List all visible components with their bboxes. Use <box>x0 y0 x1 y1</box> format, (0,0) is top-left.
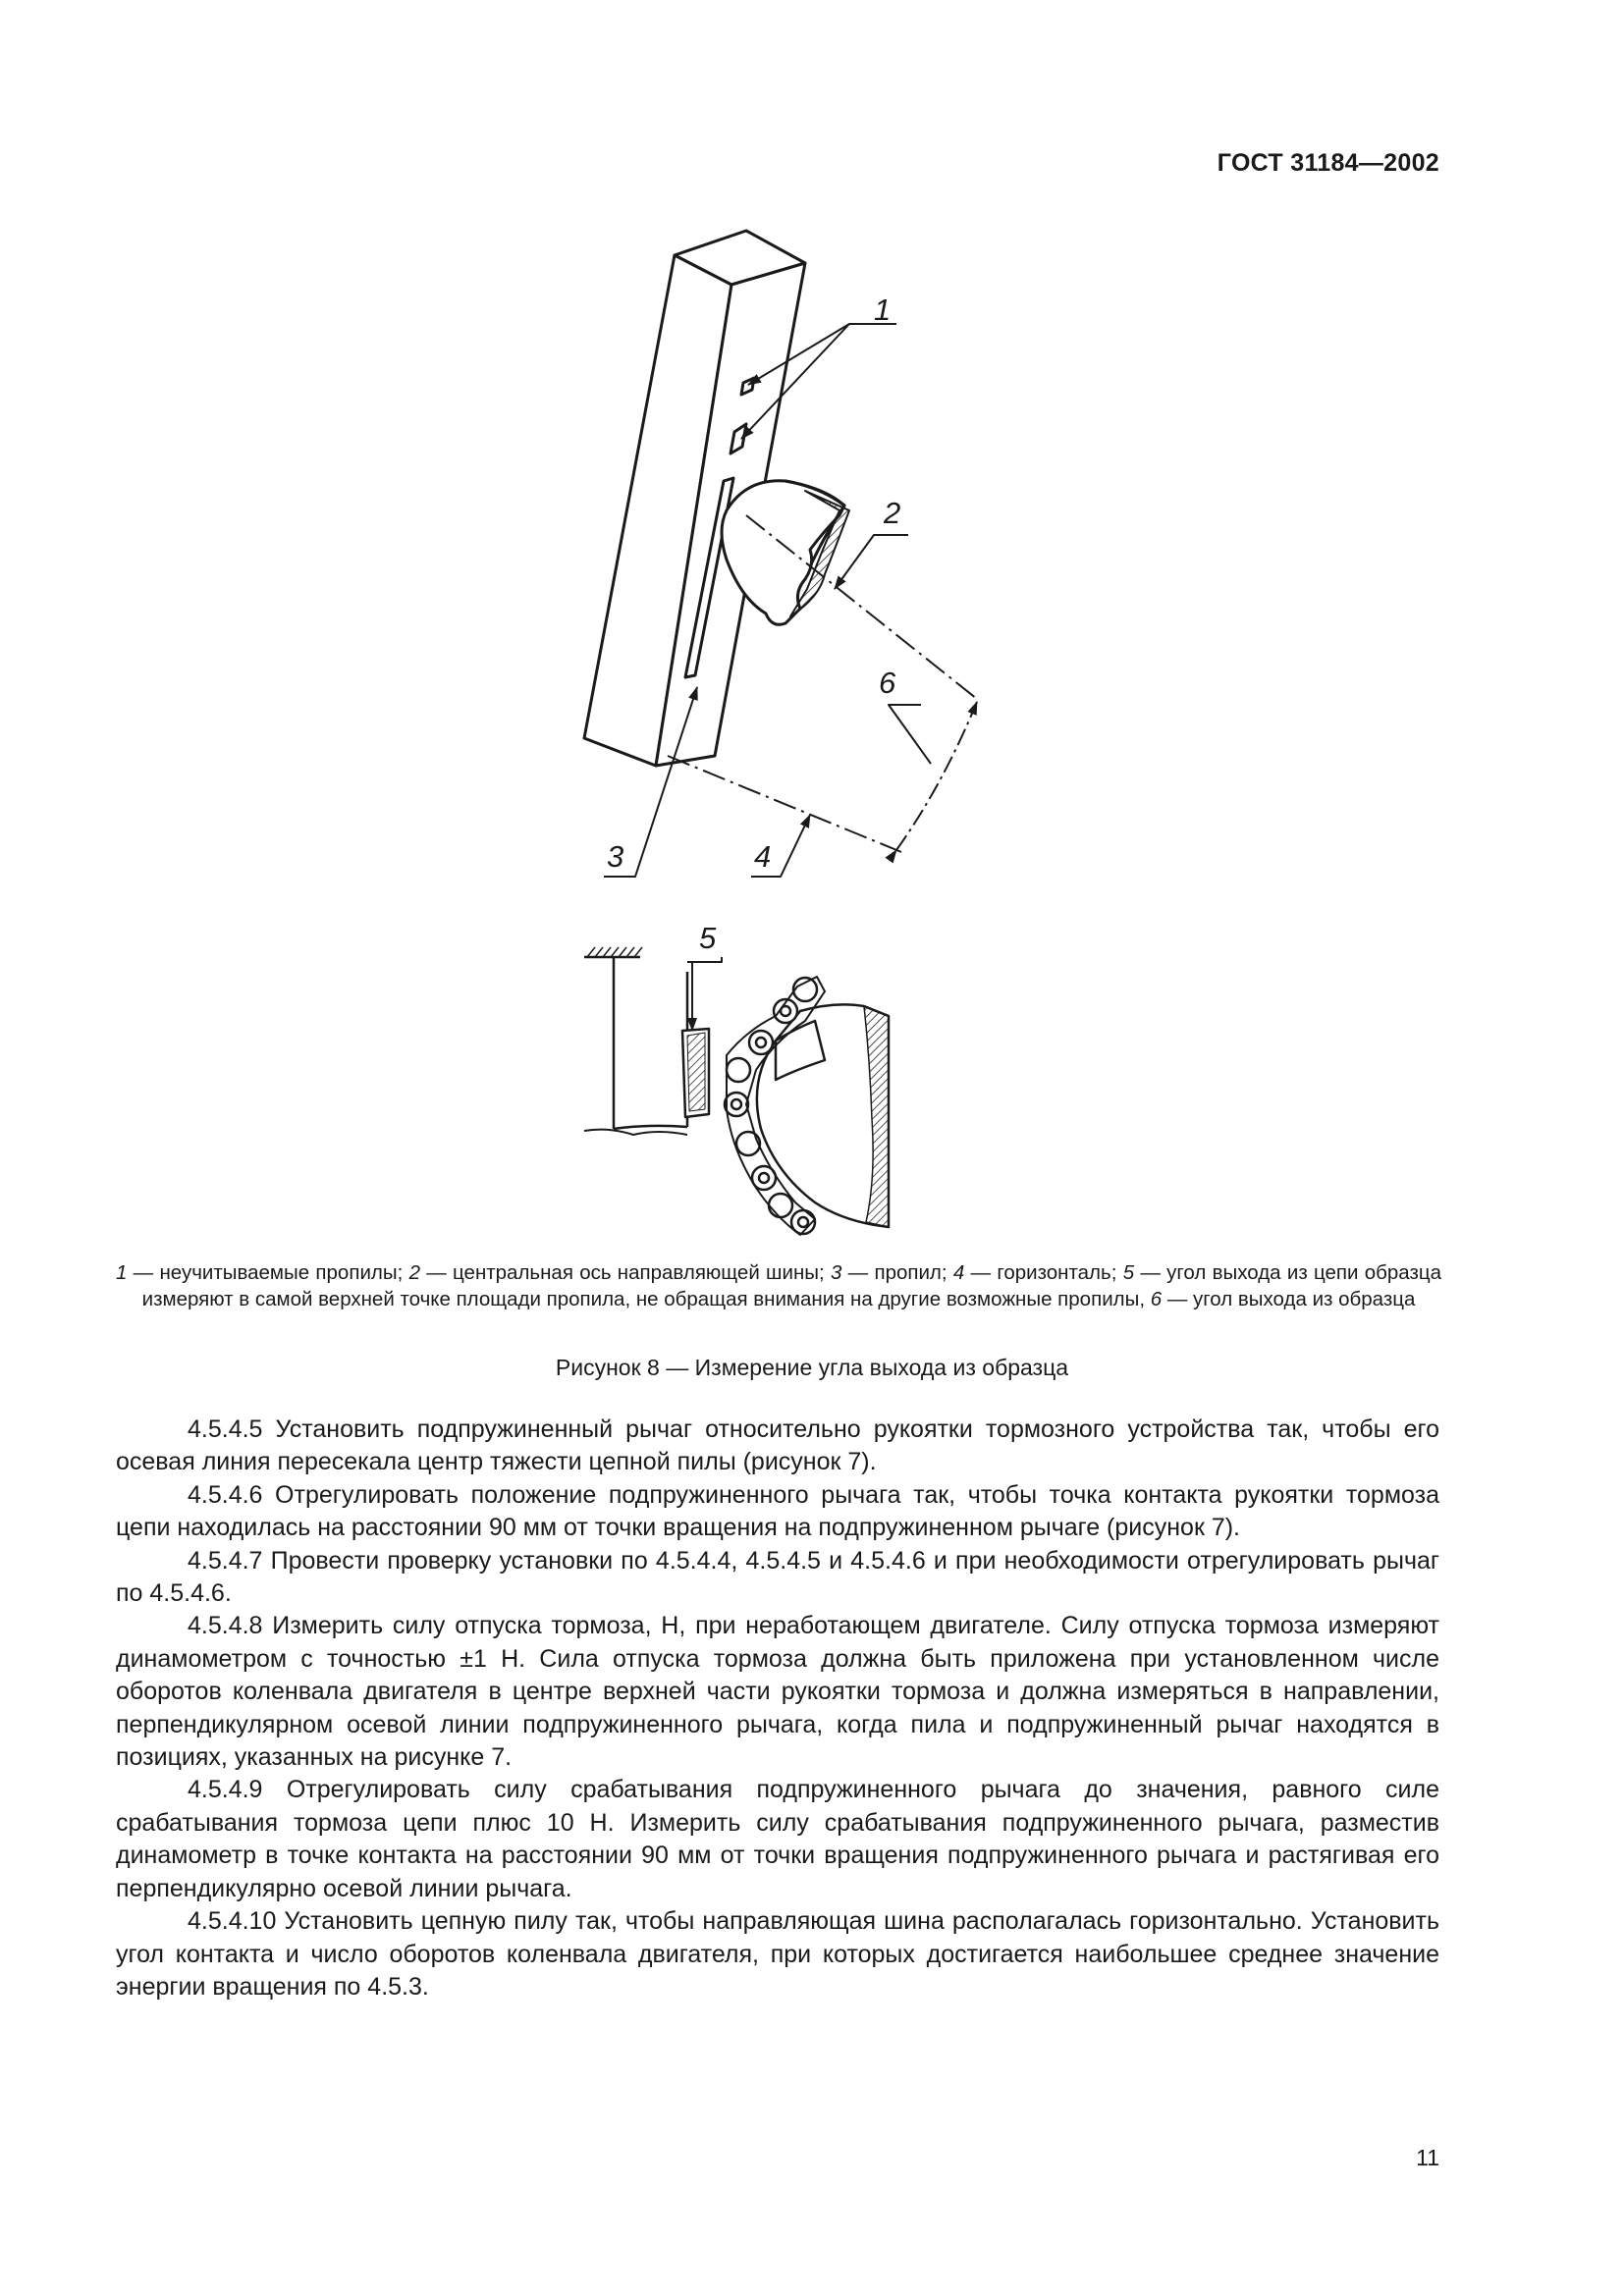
legend-text-3: — пропил; <box>841 1261 953 1284</box>
label-1: 1 <box>874 293 892 327</box>
paragraph-4-5-4-7: 4.5.4.7 Провести проверку установки по 4.5.4.4, 4.5.4.5 и 4.5.4.6 и при необходимости отрегулировать рычаг по 4.5.4.6. <box>116 1546 1439 1608</box>
document-header: ГОСТ 31184—2002 <box>1217 149 1439 177</box>
legend-text-6: — угол выхода из образца <box>1162 1288 1416 1310</box>
paragraph-4-5-4-8: 4.5.4.8 Измерить силу отпуска тормоза, Н, при неработающем двигателе. Силу отпуска тормоза измеряют динамометром с точностью ±1 Н. Сила отпуска тормоза должна быть приложена при установленном числе оборотов коленвала двигателя в центре верхней части рукоятки тормоза и должна измеряться в направлении, перпендикулярном осевой линии подпружиненного рычага, когда пила и подпружиненный рычаг находятся в позициях, указанных на рисунке 7. <box>116 1612 1439 1772</box>
legend-num-1: 1 <box>116 1261 128 1284</box>
legend-num-3: 3 <box>831 1261 842 1284</box>
figure-legend <box>116 1259 1441 1312</box>
page-number: 11 <box>1416 2145 1439 2170</box>
paragraph-4-5-4-6: 4.5.4.6 Отрегулировать положение подпружиненного рычага так, чтобы точка контакта рукоятки тормоза цепи находилась на расстоянии 90 мм от точки вращения на подпружиненном рычаге (рисунок 7). <box>116 1480 1439 1542</box>
label-4: 4 <box>754 839 772 874</box>
legend-text-4: — горизонталь; <box>964 1261 1123 1284</box>
label-2: 2 <box>884 496 901 530</box>
chain-and-bar <box>725 977 889 1235</box>
legend-text-1: — неучитываемые пропилы; <box>127 1261 409 1284</box>
legend-num-4: 4 <box>952 1261 965 1284</box>
label-6: 6 <box>879 666 896 700</box>
legend-text-2: — центральная ось направляющей шины; <box>419 1261 831 1284</box>
specimen-side-view <box>584 947 722 1135</box>
paragraph-4-5-4-10: 4.5.4.10 Установить цепную пилу так, чтобы направляющая шина располагалась горизонтально. Установить угол контакта и число оборотов коленвала двигателя, при которых достигается наибольшее среднее значение энергии вращения по 4.5.3. <box>116 1907 1439 2001</box>
legend-num-2: 2 <box>408 1261 420 1284</box>
legend-num-5: 5 <box>1122 1261 1135 1284</box>
label-5: 5 <box>699 921 717 955</box>
horizontal-line <box>668 756 901 852</box>
body-text <box>116 1414 1439 2003</box>
legend-num-6: 6 <box>1150 1288 1163 1310</box>
figure-title: Рисунок 8 — Измерение угла выхода из образца <box>555 1355 1069 1380</box>
paragraph-4-5-4-9: 4.5.4.9 Отрегулировать силу срабатывания подпружиненного рычага до значения, равного силе срабатывания тормоза цепи плюс 10 Н. Измерить силу срабатывания подпружиненного рычага, разместив динамометр в точке контакта на расстоянии 90 мм от точки вращения подпружиненного рычага и растягивая его перпендикулярно осевой линии рычага. <box>116 1776 1439 1902</box>
angle-arc <box>896 702 977 850</box>
legend-text-5: — угол выхода из цепи образца измеряют в самой верхней точке площади пропила, не обращая внимания на другие возможные пропилы, <box>141 1261 1441 1310</box>
label-3: 3 <box>607 839 624 874</box>
paragraph-4-5-4-5: 4.5.4.5 Установить подпружиненный рычаг относительно рукоятки тормозного устройства так, чтобы его осевая линия пересекала центр тяжести цепной пилы (рисунок 7). <box>116 1415 1439 1476</box>
